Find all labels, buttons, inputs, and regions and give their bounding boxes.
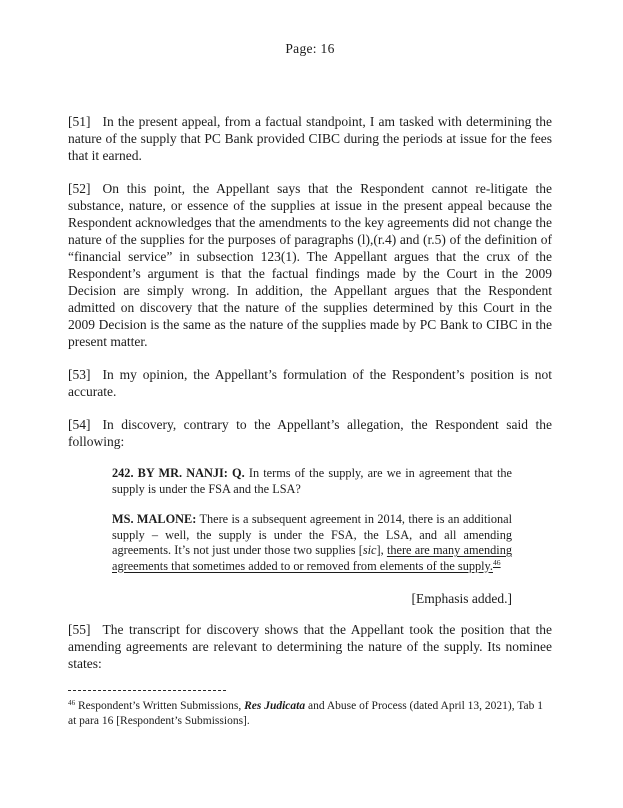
paragraph-55: [68, 621, 552, 672]
underlined-emphasis-text: there are many amending agreements that sometimes added to or removed from elements of the supply.: [112, 543, 513, 573]
footnote-46: [68, 699, 552, 729]
question-speaker-label: 242. BY MR. NANJI: Q.: [112, 466, 245, 480]
footnote-number: 46: [68, 699, 76, 708]
paragraph-text: In discovery, contrary to the Appellant’s allegation, the Respondent said the following:: [68, 417, 552, 449]
transcript-answer: [112, 512, 512, 574]
paragraph-number: [52]: [68, 181, 91, 196]
paragraph-text: In my opinion, the Appellant’s formulation of the Respondent’s position is not accurate.: [68, 367, 552, 399]
footnote-reference-46: 46: [492, 558, 501, 568]
paragraph-number: [53]: [68, 367, 91, 382]
paragraph-text: In the present appeal, from a factual standpoint, I am tasked with determining the nature of the supply that PC Bank provided CIBC during the periods at issue for the fees that it earned.: [68, 114, 552, 163]
answer-text: ],: [376, 543, 387, 557]
footnote-text: and Abuse of Process (dated April 13, 2021), Tab 1 at para 16 [Respondent’s Submissions].: [68, 700, 543, 727]
transcript-quote: [112, 466, 512, 574]
page-number-header: Page: 16: [285, 41, 335, 56]
answer-speaker-label: MS. MALONE:: [112, 512, 197, 526]
transcript-question: [112, 466, 512, 497]
paragraph-54: [68, 416, 552, 450]
paragraph-51: [68, 113, 552, 164]
question-text: In terms of the supply, are we in agreement that the supply is under the FSA and the LSA?: [112, 466, 512, 496]
sic-marker: sic: [362, 543, 377, 557]
paragraph-number: [55]: [68, 622, 91, 637]
paragraph-number: [54]: [68, 417, 91, 432]
emphasis-added-note: [Emphasis added.]: [411, 591, 512, 606]
answer-text: There is a subsequent agreement in 2014, there is an additional supply – well, the supply is under the FSA, the LSA, and all amending agreements. It’s not just under those two supplies [: [112, 512, 512, 557]
footnote-text: Respondent’s Written Submissions,: [75, 700, 245, 712]
paragraph-number: [51]: [68, 114, 91, 129]
paragraph-52: [68, 180, 552, 350]
paragraph-text: On this point, the Appellant says that the Respondent cannot re-litigate the substance, nature, or essence of the supplies at issue in the present appeal because the Respondent acknowledges that the amendments to the key agreements did not change the nature of the supplies for the purposes of paragraphs (l),(r.4) and (r.5) of the definition of “financial service” in subsection 123(1). The Appellant argues that the crux of the Respondent’s argument is that the factual findings made by the Court in the 2009 Decision are simply wrong. In addition, the Appellant argues that the Respondent admitted on discovery that the nature of the supplies determined by this Court in the 2009 Decision is the same as the nature of the supplies made by PC Bank to CIBC in the present matter.: [68, 181, 552, 349]
paragraph-53: [68, 366, 552, 400]
footnote-separator: [68, 690, 226, 691]
footnote-citation-title: Res Judicata: [244, 700, 306, 712]
paragraph-text: The transcript for discovery shows that the Appellant took the position that the amending agreements are relevant to determining the nature of the supply. Its nominee states:: [68, 622, 552, 671]
footnote-area: [68, 690, 552, 729]
